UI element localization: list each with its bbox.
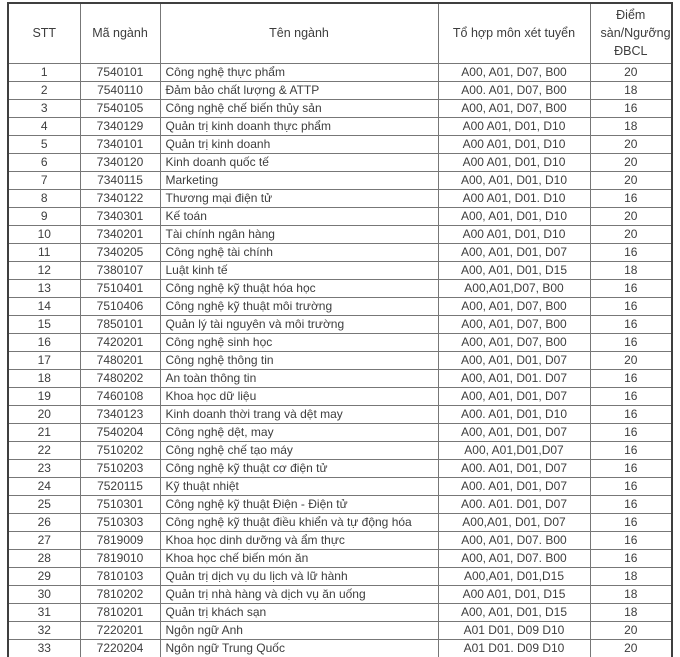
cell-stt: 31 xyxy=(8,603,80,621)
cell-name: Quản trị kinh doanh thực phẩm xyxy=(160,117,438,135)
cell-name: Công nghệ tài chính xyxy=(160,243,438,261)
cell-code: 7540204 xyxy=(80,423,160,441)
cell-name: Công nghệ kỹ thuật hóa học xyxy=(160,279,438,297)
cell-score: 16 xyxy=(590,423,672,441)
cell-code: 7510202 xyxy=(80,441,160,459)
table-row xyxy=(8,297,672,315)
table-row xyxy=(8,531,672,549)
table-row xyxy=(8,243,672,261)
cell-combo: A00 A01, D01, D10 xyxy=(438,117,590,135)
table-body xyxy=(8,63,672,657)
cell-stt: 29 xyxy=(8,567,80,585)
cell-stt: 2 xyxy=(8,81,80,99)
cell-stt: 17 xyxy=(8,351,80,369)
cell-score: 16 xyxy=(590,189,672,207)
cell-stt: 25 xyxy=(8,495,80,513)
cell-stt: 13 xyxy=(8,279,80,297)
cell-combo: A00, A01, D07. B00 xyxy=(438,549,590,567)
cell-stt: 8 xyxy=(8,189,80,207)
cell-combo: A00, A01, D07, B00 xyxy=(438,99,590,117)
column-header-score: Điểm sàn/Ngưỡng ĐBCL xyxy=(590,3,672,63)
cell-code: 7380107 xyxy=(80,261,160,279)
cell-code: 7220204 xyxy=(80,639,160,657)
table-row xyxy=(8,63,672,81)
cell-name: Công nghệ sinh học xyxy=(160,333,438,351)
cell-stt: 16 xyxy=(8,333,80,351)
table-row xyxy=(8,603,672,621)
cell-name: Tài chính ngân hàng xyxy=(160,225,438,243)
cell-combo: A00, A01, D07, B00 xyxy=(438,63,590,81)
cell-code: 7819010 xyxy=(80,549,160,567)
cell-score: 18 xyxy=(590,585,672,603)
cell-code: 7340115 xyxy=(80,171,160,189)
cell-stt: 3 xyxy=(8,99,80,117)
cell-combo: A00, A01, D01, D07 xyxy=(438,351,590,369)
cell-score: 18 xyxy=(590,261,672,279)
cell-combo: A00, A01, D01, D10 xyxy=(438,207,590,225)
cell-code: 7540110 xyxy=(80,81,160,99)
cell-score: 16 xyxy=(590,315,672,333)
cell-stt: 30 xyxy=(8,585,80,603)
cell-combo: A00 A01, D01, D10 xyxy=(438,225,590,243)
cell-code: 7340120 xyxy=(80,153,160,171)
cell-combo: A00. A01, D01, D07 xyxy=(438,459,590,477)
cell-combo: A01 D01. D09 D10 xyxy=(438,639,590,657)
cell-name: Công nghệ thực phẩm xyxy=(160,63,438,81)
table-row xyxy=(8,117,672,135)
cell-name: Đảm bảo chất lượng & ATTP xyxy=(160,81,438,99)
cell-score: 16 xyxy=(590,513,672,531)
cell-name: Quản trị kinh doanh xyxy=(160,135,438,153)
cell-name: Ngôn ngữ Trung Quốc xyxy=(160,639,438,657)
table-row xyxy=(8,567,672,585)
cell-name: An toàn thông tin xyxy=(160,369,438,387)
cell-name: Công nghệ kỹ thuật môi trường xyxy=(160,297,438,315)
cell-name: Quản trị khách sạn xyxy=(160,603,438,621)
column-header-code: Mã ngành xyxy=(80,3,160,63)
cell-combo: A00, A01, D01, D07 xyxy=(438,243,590,261)
cell-stt: 19 xyxy=(8,387,80,405)
cell-code: 7460108 xyxy=(80,387,160,405)
table-row xyxy=(8,459,672,477)
cell-stt: 7 xyxy=(8,171,80,189)
cell-stt: 33 xyxy=(8,639,80,657)
cell-score: 20 xyxy=(590,639,672,657)
cell-score: 16 xyxy=(590,405,672,423)
cell-score: 16 xyxy=(590,333,672,351)
cell-combo: A00, A01, D07. B00 xyxy=(438,531,590,549)
cell-stt: 26 xyxy=(8,513,80,531)
table-row xyxy=(8,207,672,225)
cell-code: 7510401 xyxy=(80,279,160,297)
cell-score: 20 xyxy=(590,351,672,369)
cell-score: 20 xyxy=(590,225,672,243)
cell-combo: A00 A01, D01, D15 xyxy=(438,585,590,603)
cell-score: 16 xyxy=(590,243,672,261)
cell-stt: 9 xyxy=(8,207,80,225)
cell-name: Thương mại điện tử xyxy=(160,189,438,207)
cell-combo: A00, A01,D01,D07 xyxy=(438,441,590,459)
cell-stt: 10 xyxy=(8,225,80,243)
cell-stt: 18 xyxy=(8,369,80,387)
cell-combo: A00,A01, D01,D15 xyxy=(438,567,590,585)
cell-stt: 12 xyxy=(8,261,80,279)
cell-code: 7510303 xyxy=(80,513,160,531)
cell-score: 20 xyxy=(590,135,672,153)
cell-name: Ngôn ngữ Anh xyxy=(160,621,438,639)
cell-stt: 15 xyxy=(8,315,80,333)
cell-combo: A00. A01, D01, D07 xyxy=(438,477,590,495)
cell-code: 7340301 xyxy=(80,207,160,225)
cell-name: Công nghệ kỹ thuật Điện - Điện tử xyxy=(160,495,438,513)
table-row xyxy=(8,351,672,369)
cell-name: Công nghệ chế tạo máy xyxy=(160,441,438,459)
table-row xyxy=(8,387,672,405)
cell-combo: A00, A01, D07, B00 xyxy=(438,297,590,315)
cell-code: 7819009 xyxy=(80,531,160,549)
cell-code: 7480201 xyxy=(80,351,160,369)
cell-stt: 11 xyxy=(8,243,80,261)
cell-score: 16 xyxy=(590,369,672,387)
cell-stt: 22 xyxy=(8,441,80,459)
admission-scores-table xyxy=(7,2,673,657)
cell-combo: A00, A01, D01. D07 xyxy=(438,369,590,387)
table-row xyxy=(8,153,672,171)
cell-score: 16 xyxy=(590,459,672,477)
cell-stt: 5 xyxy=(8,135,80,153)
cell-code: 7850101 xyxy=(80,315,160,333)
cell-code: 7420201 xyxy=(80,333,160,351)
cell-combo: A00, A01, D01, D07 xyxy=(438,423,590,441)
cell-combo: A00, A01, D01, D10 xyxy=(438,171,590,189)
cell-score: 18 xyxy=(590,117,672,135)
cell-combo: A01 D01, D09 D10 xyxy=(438,621,590,639)
cell-name: Quản lý tài nguyên và môi trường xyxy=(160,315,438,333)
cell-name: Khoa học dữ liệu xyxy=(160,387,438,405)
cell-score: 20 xyxy=(590,153,672,171)
cell-code: 7340129 xyxy=(80,117,160,135)
table-row xyxy=(8,315,672,333)
cell-code: 7510406 xyxy=(80,297,160,315)
cell-stt: 27 xyxy=(8,531,80,549)
cell-name: Kỹ thuật nhiệt xyxy=(160,477,438,495)
table-row xyxy=(8,495,672,513)
table-row xyxy=(8,549,672,567)
cell-combo: A00 A01, D01, D10 xyxy=(438,135,590,153)
cell-stt: 4 xyxy=(8,117,80,135)
table-row xyxy=(8,81,672,99)
cell-score: 16 xyxy=(590,297,672,315)
cell-score: 16 xyxy=(590,387,672,405)
cell-combo: A00, A01, D01, D07 xyxy=(438,387,590,405)
cell-combo: A00 A01, D01, D10 xyxy=(438,153,590,171)
cell-name: Kế toán xyxy=(160,207,438,225)
cell-combo: A00, A01, D07, B00 xyxy=(438,315,590,333)
cell-code: 7480202 xyxy=(80,369,160,387)
cell-score: 18 xyxy=(590,567,672,585)
cell-combo: A00. A01. D01, D07 xyxy=(438,495,590,513)
column-header-name: Tên ngành xyxy=(160,3,438,63)
cell-code: 7340123 xyxy=(80,405,160,423)
cell-code: 7520115 xyxy=(80,477,160,495)
cell-name: Marketing xyxy=(160,171,438,189)
cell-name: Khoa học dinh dưỡng và ẩm thực xyxy=(160,531,438,549)
cell-score: 16 xyxy=(590,495,672,513)
cell-combo: A00,A01,D07, B00 xyxy=(438,279,590,297)
table-row xyxy=(8,333,672,351)
table-row xyxy=(8,171,672,189)
table-header xyxy=(8,3,672,63)
cell-score: 16 xyxy=(590,531,672,549)
cell-score: 18 xyxy=(590,81,672,99)
cell-combo: A00. A01, D01, D10 xyxy=(438,405,590,423)
cell-name: Khoa học chế biến món ăn xyxy=(160,549,438,567)
cell-code: 7510301 xyxy=(80,495,160,513)
header-row xyxy=(8,3,672,63)
table-row xyxy=(8,225,672,243)
cell-code: 7510203 xyxy=(80,459,160,477)
cell-stt: 6 xyxy=(8,153,80,171)
table-row xyxy=(8,639,672,657)
table-row xyxy=(8,135,672,153)
cell-name: Công nghệ kỹ thuật cơ điện tử xyxy=(160,459,438,477)
cell-combo: A00, A01, D07, B00 xyxy=(438,333,590,351)
table-row xyxy=(8,423,672,441)
cell-combo: A00. A01, D07, B00 xyxy=(438,81,590,99)
cell-code: 7340101 xyxy=(80,135,160,153)
cell-name: Quản trị nhà hàng và dịch vụ ăn uống xyxy=(160,585,438,603)
cell-name: Luật kinh tế xyxy=(160,261,438,279)
cell-stt: 14 xyxy=(8,297,80,315)
cell-score: 16 xyxy=(590,99,672,117)
cell-code: 7340122 xyxy=(80,189,160,207)
cell-name: Công nghệ dệt, may xyxy=(160,423,438,441)
cell-stt: 32 xyxy=(8,621,80,639)
cell-combo: A00,A01, D01, D07 xyxy=(438,513,590,531)
cell-score: 16 xyxy=(590,549,672,567)
table-row xyxy=(8,513,672,531)
cell-combo: A00, A01, D01, D15 xyxy=(438,261,590,279)
cell-stt: 24 xyxy=(8,477,80,495)
cell-score: 16 xyxy=(590,279,672,297)
cell-combo: A00 A01, D01. D10 xyxy=(438,189,590,207)
table-row xyxy=(8,621,672,639)
cell-score: 20 xyxy=(590,207,672,225)
cell-code: 7220201 xyxy=(80,621,160,639)
cell-code: 7340201 xyxy=(80,225,160,243)
cell-score: 16 xyxy=(590,477,672,495)
cell-name: Công nghệ kỹ thuật điều khiển và tự động hóa xyxy=(160,513,438,531)
cell-code: 7540105 xyxy=(80,99,160,117)
cell-code: 7810202 xyxy=(80,585,160,603)
cell-code: 7810201 xyxy=(80,603,160,621)
table-row xyxy=(8,405,672,423)
cell-code: 7340205 xyxy=(80,243,160,261)
table-row xyxy=(8,585,672,603)
table-row xyxy=(8,279,672,297)
cell-name: Công nghệ thông tin xyxy=(160,351,438,369)
table-row xyxy=(8,261,672,279)
cell-stt: 20 xyxy=(8,405,80,423)
cell-stt: 23 xyxy=(8,459,80,477)
cell-code: 7540101 xyxy=(80,63,160,81)
table-row xyxy=(8,99,672,117)
cell-code: 7810103 xyxy=(80,567,160,585)
table-row xyxy=(8,441,672,459)
cell-stt: 21 xyxy=(8,423,80,441)
table-row xyxy=(8,189,672,207)
cell-name: Công nghệ chế biến thủy sản xyxy=(160,99,438,117)
cell-score: 20 xyxy=(590,63,672,81)
cell-score: 18 xyxy=(590,603,672,621)
cell-score: 20 xyxy=(590,171,672,189)
column-header-combo: Tổ hợp môn xét tuyển xyxy=(438,3,590,63)
cell-name: Quản trị dịch vụ du lịch và lữ hành xyxy=(160,567,438,585)
cell-combo: A00, A01, D01, D15 xyxy=(438,603,590,621)
cell-name: Kinh doanh thời trang và dệt may xyxy=(160,405,438,423)
table-row xyxy=(8,369,672,387)
column-header-stt: STT xyxy=(8,3,80,63)
cell-score: 16 xyxy=(590,441,672,459)
cell-stt: 28 xyxy=(8,549,80,567)
cell-name: Kinh doanh quốc tế xyxy=(160,153,438,171)
cell-stt: 1 xyxy=(8,63,80,81)
table-row xyxy=(8,477,672,495)
cell-score: 20 xyxy=(590,621,672,639)
